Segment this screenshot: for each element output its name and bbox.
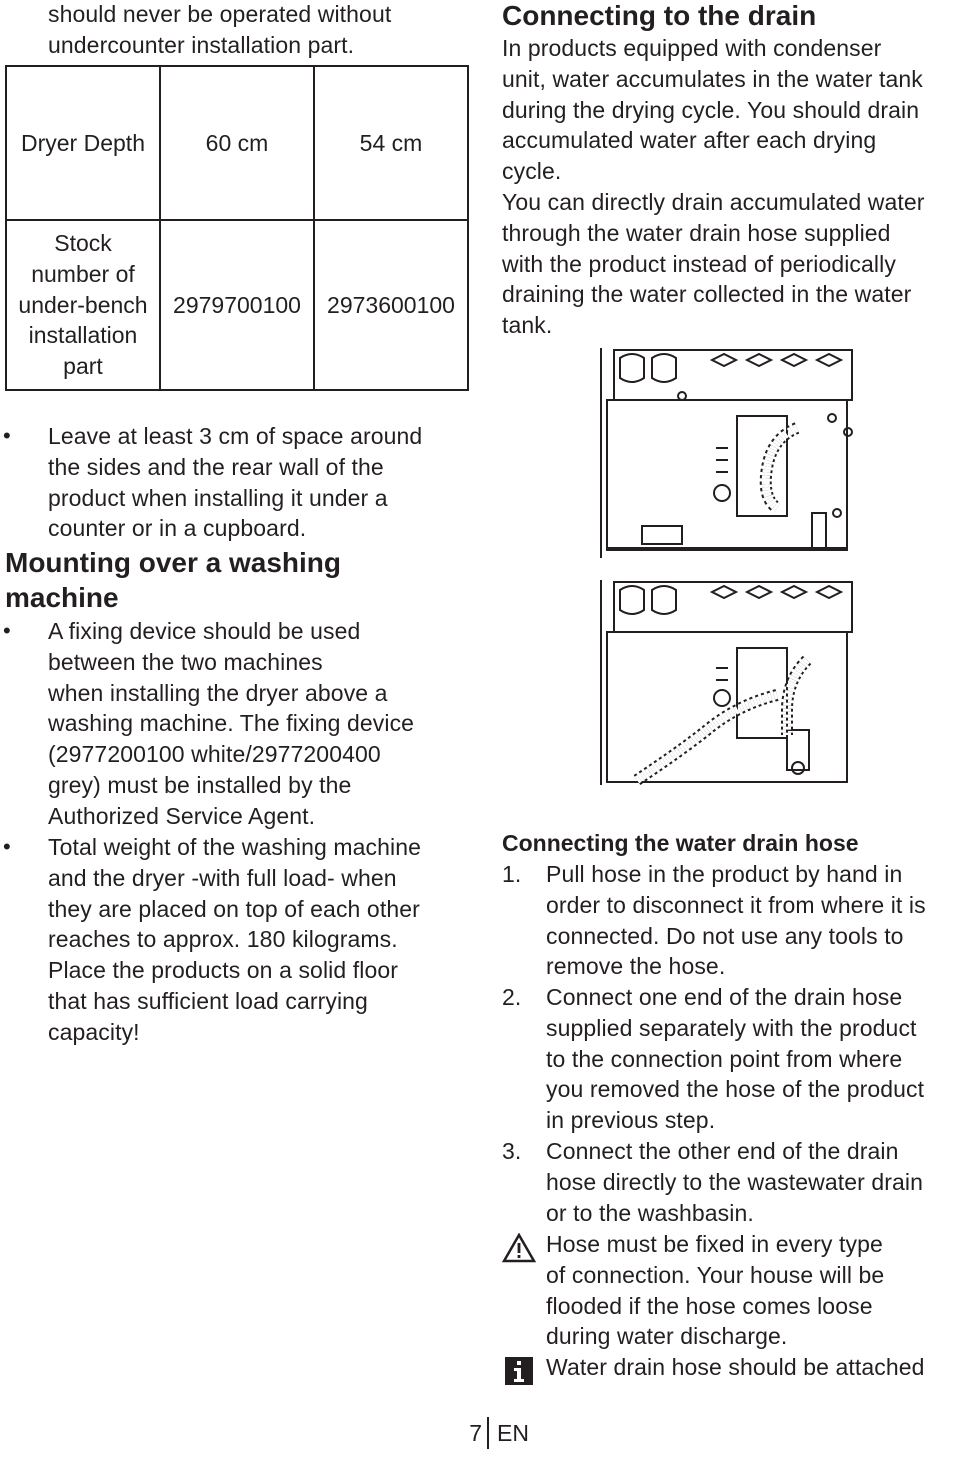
table-cell: 2979700100	[160, 220, 314, 390]
dryer-depth-table	[5, 65, 469, 391]
intro-text	[48, 0, 448, 61]
drain-heading: Connecting to the drain	[502, 0, 817, 31]
bullet-marker: •	[3, 618, 11, 643]
intro-line: should never be operated without	[48, 1, 392, 27]
table-cell: 54 cm	[314, 66, 468, 220]
dryer-interior-drawing	[602, 348, 857, 558]
page-number: 7	[469, 1420, 482, 1446]
bullet-marker: •	[3, 423, 11, 448]
table-cell-label: Stock number of under-bench installation part	[6, 220, 160, 390]
step-number: 1.	[502, 861, 522, 887]
dryer-interior-drawing	[602, 580, 857, 785]
intro-line: undercounter installation part.	[48, 31, 355, 58]
warning-triangle-icon	[502, 1233, 536, 1263]
footer-divider	[487, 1417, 489, 1449]
drain-hose-attached-illustration	[600, 580, 857, 785]
mounting-heading: Mounting over a washing machine	[5, 547, 342, 613]
table-cell-label: Dryer Depth	[6, 66, 160, 220]
info-icon	[502, 1356, 536, 1386]
table-cell: 2973600100	[314, 220, 468, 390]
step-number: 2.	[502, 984, 522, 1010]
drain-hose-heading: Connecting the water drain hose	[502, 830, 859, 856]
bullet-marker: •	[3, 834, 11, 859]
step-number: 3.	[502, 1138, 522, 1164]
table-cell: 60 cm	[160, 66, 314, 220]
drain-paragraph: You can directly drain accumulated water through the water drain hose supplied with the product instead of periodically draining the water collected in the water tank.	[502, 189, 925, 339]
drain-paragraph: In products equipped with condenser unit, water accumulates in the water tank during the drying cycle. You should drain accumulated water after each drying cycle.	[502, 35, 923, 185]
language-code: EN	[497, 1420, 529, 1446]
hose-connected-illustration	[600, 348, 857, 558]
